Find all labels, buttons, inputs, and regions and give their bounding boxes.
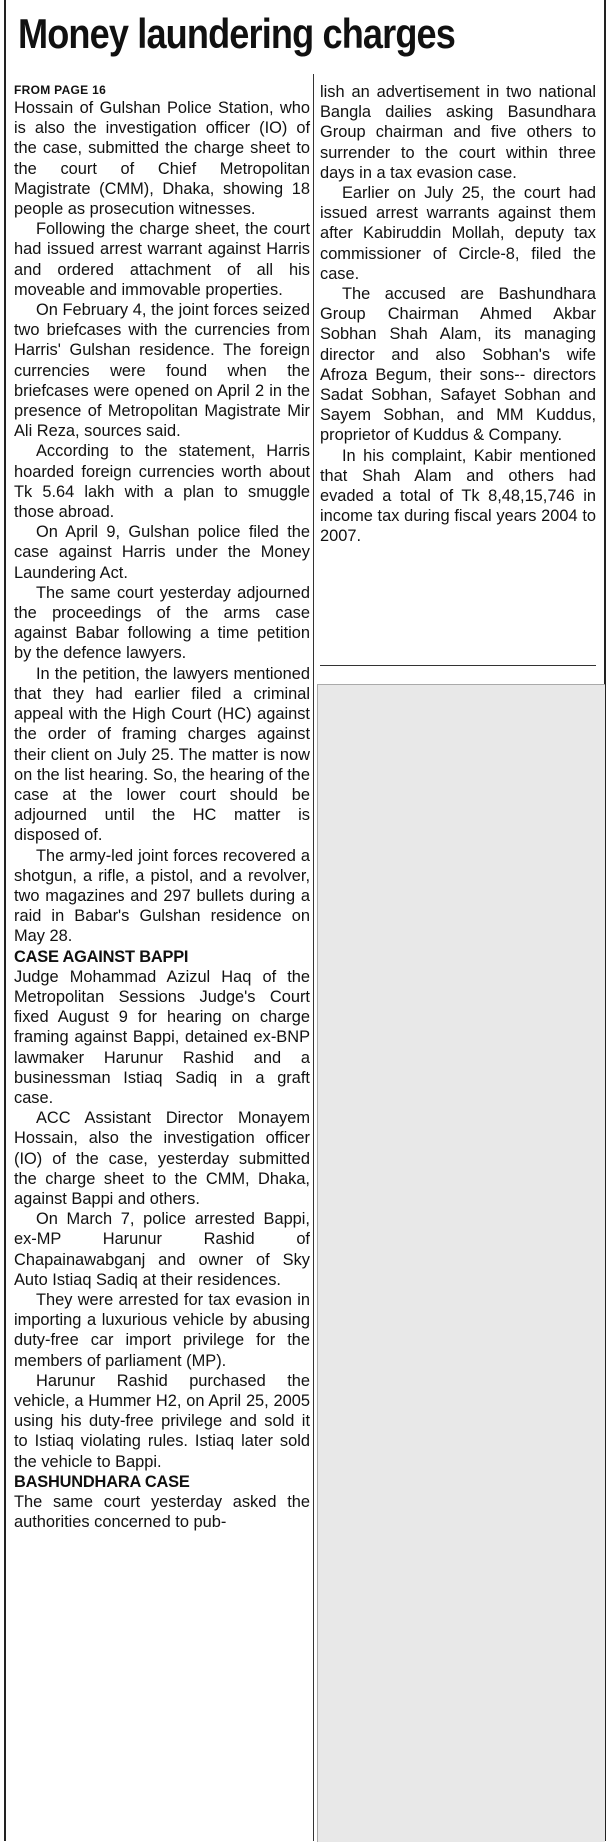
paragraph: Earlier on July 25, the court had issued arrest warrants against them after Kabiruddin Mollah, deputy tax commissioner of Circle-8, filed the case. <box>320 184 596 283</box>
right-column <box>320 82 596 547</box>
paragraph: In the petition, the lawyers mentioned that they had earlier filed a criminal appeal with the High Court (HC) against the order of framing charges against their client on July 25. The matter is now on the list hearing. So, the hearing of the case at the lower court should be adjourned until the HC matter is disposed of. <box>14 664 310 845</box>
left-border-rule <box>4 0 6 1841</box>
paragraph: The same court yesterday asked the authorities concerned to pub- <box>14 1493 310 1532</box>
paragraph: They were arrested for tax evasion in importing a luxurious vehicle by abusing duty-free car import privilege for the members of parliament (MP). <box>14 1290 310 1370</box>
article-end-rule <box>320 665 596 666</box>
subhead-bashundhara-case: BASHUNDHARA CASE <box>14 1472 190 1491</box>
paragraph: Following the charge sheet, the court had issued arrest warrant against Harris and ordered attachment of all his moveable and immovable properties. <box>14 220 310 299</box>
paragraph: The same court yesterday adjourned the proceedings of the arms case against Babar following a time petition by the defence lawyers. <box>14 583 310 663</box>
paragraph: On April 9, Gulshan police filed the case against Harris under the Money Laundering Act. <box>14 523 310 582</box>
paragraph: Judge Mohammad Azizul Haq of the Metropolitan Sessions Judge's Court fixed August 9 for hearing on charge framing against Bappi, detained ex-BNP lawmaker Harunur Rashid and a businessman Istiaq Sadiq in a graft case. <box>14 967 310 1107</box>
column-divider <box>313 74 314 1841</box>
dateline: FROM PAGE 16 <box>14 83 107 97</box>
paragraph: On February 4, the joint forces seized two briefcases with the currencies from Harris' Gulshan residence. The foreign currencies were found when the briefcases were opened on April 2 in the presence of Metropolitan Magistrate Mir Ali Reza, sources said. <box>14 301 310 441</box>
paragraph: According to the statement, Harris hoarded foreign currencies worth about Tk 5.64 lakh with a plan to smuggle those abroad. <box>14 442 310 522</box>
paragraph: On March 7, police arrested Bappi, ex-MP Harunur Rashid of Chapainawabganj and owner of Sky Auto Istiaq Sadiq at their residences. <box>14 1210 310 1289</box>
headline: Money laundering charges <box>18 10 455 57</box>
blank-ad-space <box>317 684 605 1842</box>
paragraph: lish an advertisement in two national Bangla dailies asking Basundhara Group chairman and five others to surrender to the court within three days in a tax evasion case. <box>320 83 596 182</box>
paragraph: In his complaint, Kabir mentioned that Shah Alam and others had evaded a total of Tk 8,48,15,746 in income tax during fiscal years 2004 to 2007. <box>320 446 596 546</box>
paragraph: ACC Assistant Director Monayem Hossain, also the investigation officer (IO) of the case, yesterday submitted the charge sheet to the CMM, Dhaka, against Bappi and others. <box>14 1109 310 1208</box>
paragraph: The army-led joint forces recovered a shotgun, a rifle, a pistol, and a revolver, two magazines and 297 bullets during a raid in Babar's Gulshan residence on May 28. <box>14 846 310 946</box>
paragraph: Harunur Rashid purchased the vehicle, a Hummer H2, on April 25, 2005 using his duty-free privilege and sold it to Istiaq violating rules. Istiaq later sold the vehicle to Bappi. <box>14 1371 310 1471</box>
left-column <box>14 82 310 1532</box>
paragraph: The accused are Bashundhara Group Chairman Ahmed Akbar Sobhan Shah Alam, its managing director and also Sobhan's wife Afroza Begum, their sons-- directors Sadat Sobhan, Safayet Sobhan and Sayem Sobhan, and MM Kuddus, proprietor of Kuddus & Company. <box>320 285 596 445</box>
subhead-case-against-bappi: CASE AGAINST BAPPI <box>14 947 189 966</box>
paragraph: Hossain of Gulshan Police Station, who is also the investigation officer (IO) of the case, submitted the charge sheet to the court of Chief Metropolitan Magistrate (CMM), Dhaka, showing 18 people as prosecution witnesses. <box>14 99 310 219</box>
